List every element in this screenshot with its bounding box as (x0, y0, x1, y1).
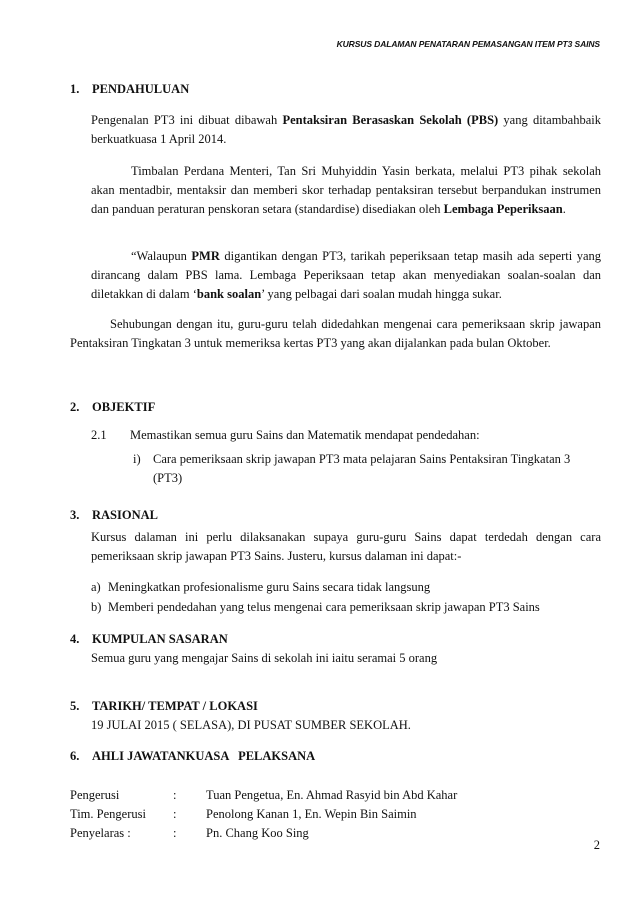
item-text: Meningkatkan profesionalisme guru Sains secara tidak langsung (108, 580, 431, 594)
intro-paragraph-2 (91, 162, 601, 218)
section-6-heading (70, 747, 315, 766)
section-title: RASIONAL (92, 508, 158, 522)
subitem-number: i) (133, 452, 141, 466)
section-5-heading (70, 697, 258, 716)
section-title: PENDAHULUAN (92, 82, 190, 96)
section-number: 4. (70, 632, 80, 646)
date-venue-text: 19 JULAI 2015 ( SELASA), DI PUSAT SUMBER SEKOLAH. (91, 718, 411, 732)
bold-text: Pentaksiran Berasaskan Sekolah (PBS) (282, 113, 499, 127)
section-4-heading (70, 630, 228, 649)
committee-member: Pn. Chang Koo Sing (206, 826, 309, 840)
separator: : (173, 807, 177, 821)
separator: : (173, 788, 177, 802)
text: digantikan dengan PT3, tarikah peperiksaan tetap masih ada seperti yang dirancang dalam PBS lama. Lembaga Peperiksaan tetap akan menyediakan soalan-soalan dan diletakkan di dalam ‘ (91, 249, 601, 301)
rationale-item-b (91, 598, 540, 617)
bold-text: bank soalan (196, 286, 262, 301)
text: yang ditambahbaik berkuatkuasa 1 April 2014. (91, 113, 601, 146)
item-letter: b) (91, 600, 102, 614)
section-number: 3. (70, 508, 80, 522)
rationale-paragraph: Kursus dalaman ini perlu dilaksanakan supaya guru-guru Sains dapat terdedah dengan cara pemeriksaan skrip jawapan PT3 Sains. Justeru, kursus dalaman ini dapat:- (91, 530, 601, 563)
item-text: Memberi pendedahan yang telus mengenai cara pemeriksaan skrip jawapan PT3 Sains (108, 600, 540, 614)
section-number: 2. (70, 400, 80, 414)
committee-role: Tim. Pengerusi (70, 807, 146, 821)
page-header: KURSUS DALAMAN PENATARAN PEMASANGAN ITEM PT3 SAINS (336, 39, 600, 49)
bold-text: PMR (191, 249, 220, 263)
section-title: TARIKH/ TEMPAT / LOKASI (92, 699, 258, 713)
section-2-heading (70, 398, 155, 417)
item-number: 2.1 (91, 428, 107, 442)
subitem-text: Cara pemeriksaan skrip jawapan PT3 mata pelajaran Sains Pentaksiran Tingkatan 3 (PT3) (153, 452, 571, 485)
separator: : (173, 826, 177, 840)
section-title: OBJEKTIF (92, 400, 156, 414)
intro-paragraph-1 (91, 111, 601, 149)
target-group-text: Semua guru yang mengajar Sains di sekolah ini iaitu seramai 5 orang (91, 651, 438, 665)
committee-role: Pengerusi (70, 788, 120, 802)
section-number: 6. (70, 749, 80, 763)
section-title: AHLI JAWATANKUASA PELAKSANA (92, 749, 316, 763)
committee-member: Penolong Kanan 1, En. Wepin Bin Saimin (206, 807, 417, 821)
text: Pengenalan PT3 ini dibuat dibawah (91, 113, 283, 127)
section-3-heading (70, 506, 158, 525)
committee-member: Tuan Pengetua, En. Ahmad Rasyid bin Abd Kahar (206, 788, 458, 802)
text: “Walaupun (131, 249, 192, 263)
section-number: 5. (70, 699, 80, 713)
committee-role: Penyelaras : (70, 826, 131, 840)
objective-item (91, 426, 480, 445)
intro-paragraph-4: Sehubungan dengan itu, guru-guru telah didedahkan mengenai cara pemeriksaan skrip jawapan Pentaksiran Tingkatan 3 untuk memeriksa kertas PT3 yang akan dijalankan pada bulan Oktober. (70, 317, 601, 350)
section-title: KUMPULAN SASARAN (92, 632, 228, 646)
text: ’ yang pelbagai dari soalan mudah hingga sukar. (261, 286, 502, 301)
bold-text: Lembaga Peperiksaan (443, 201, 563, 216)
item-text: Memastikan semua guru Sains dan Matematik mendapat pendedahan: (130, 428, 480, 442)
section-1-heading (70, 80, 189, 99)
section-number: 1. (70, 82, 80, 96)
objective-subitem (133, 450, 601, 488)
page-number: 2 (593, 838, 600, 852)
rationale-item-a (91, 578, 430, 597)
intro-paragraph-3 (91, 247, 601, 303)
text: Timbalan Perdana Menteri, Tan Sri Muhyiddin Yasin berkata, melalui PT3 pihak sekolah akan mentadbir, mentaksir dan memberi skor terhadap pentaksiran tersebut berpandukan instrumen dan panduan peraturan penskoran setara (standardise) disediakan oleh (91, 164, 601, 216)
text: . (562, 201, 566, 216)
item-letter: a) (91, 580, 101, 594)
